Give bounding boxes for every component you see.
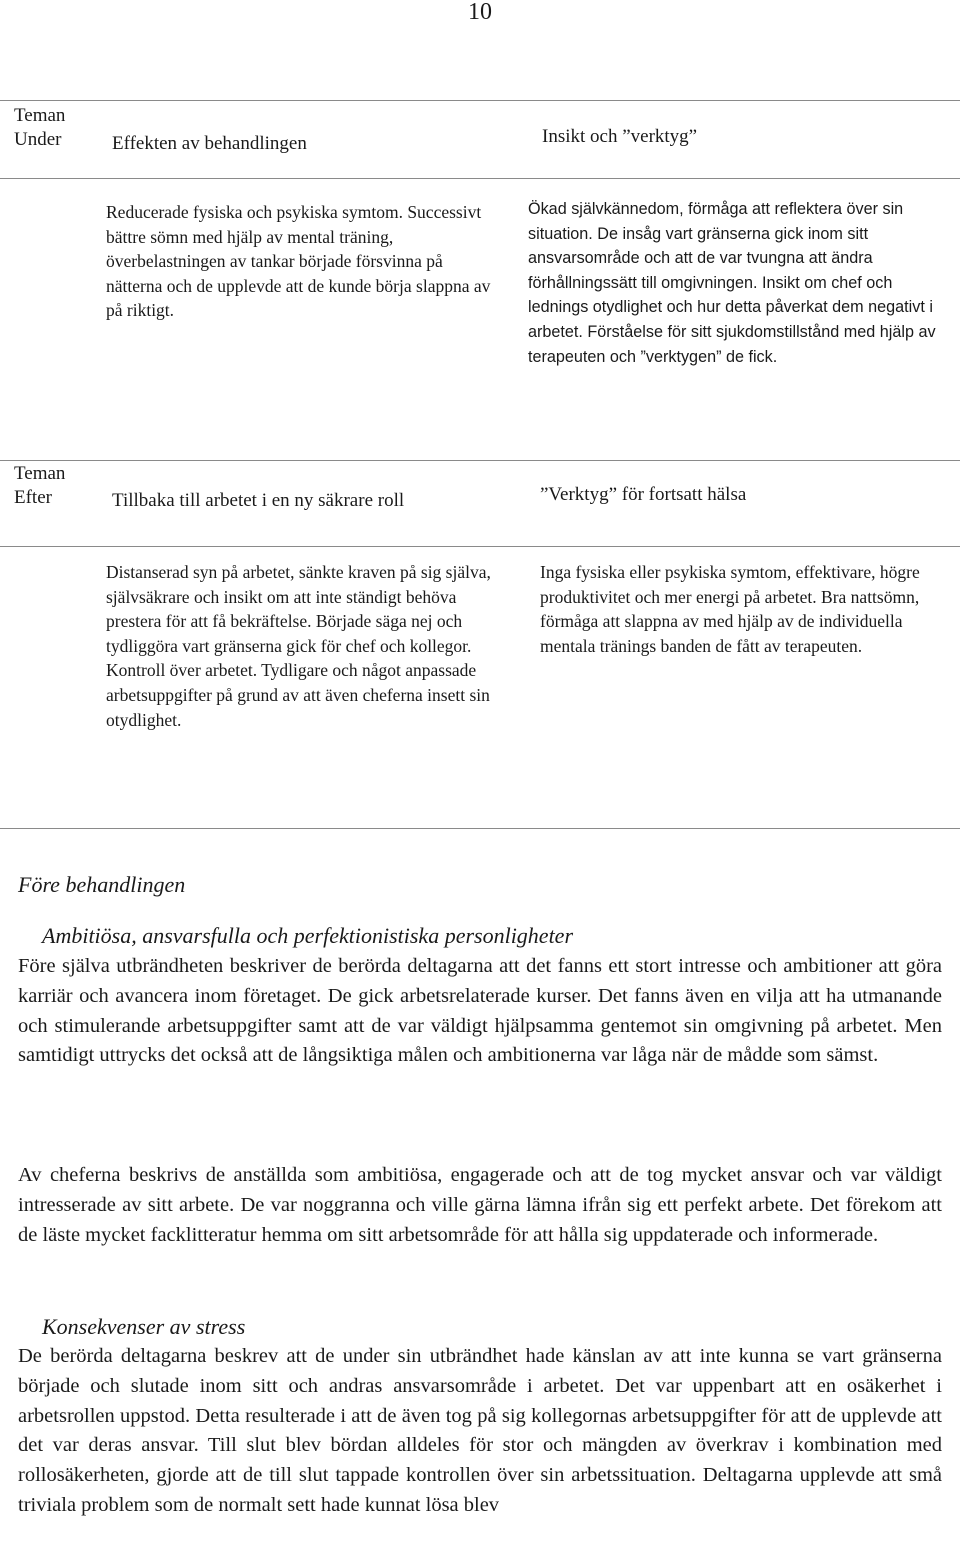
- table-bottom-rule: [0, 828, 960, 829]
- section2-header-rule: [0, 546, 960, 547]
- section2-col1-header: Tillbaka till arbetet i en ny säkrare roll: [112, 490, 405, 511]
- section1-col2-text: Ökad självkännedom, förmåga att reflektera över sin situation. De insåg vart gränserna gick inom sitt ansvarsområde och att de var tvungna att ändra förhållningssätt till omgivningen. Insikt om chef och lednings otydlighet och hur detta påverkat dem negativt i arbetet. Förståelse för sitt sjukdomstillstånd med hjälp av terapeuten och ”verktygen” de fick.: [528, 200, 936, 366]
- subheading-stress: Konsekvenser av stress: [42, 1314, 246, 1339]
- paragraph-3-text: De berörda deltagarna beskrev att de under sin utbrändhet hade känslan av att inte kunna se vart gränserna började och slutade inom sitt och andras ansvarsområde i arbetet. Det var uppenbart att en osäkerhet i arbetsrollen uppstod. Detta resulterade i att de även tog på sig kollegornas arbetsuppgifter för att de upplevde att det var deras ansvar. Till slut blev bördan alldeles för stor och mängden av överkrav i kombination med rollosäkerheten, gjorde att de till slut tappade kontrollen över sin arbetssituation. Deltagarna upplevde att små triviala problem som de normalt sett hade kunnat lösa blev: [18, 1345, 942, 1516]
- section1-col1-text: Reducerade fysiska och psykiska symtom. Successivt bättre sömn med hjälp av mental träning, överbelastningen av tankar började försvinna på nätterna och de upplevde att de kunde börja slappna av på riktigt.: [106, 202, 491, 321]
- section1-header-rule: [0, 178, 960, 179]
- paragraph-3: [18, 1342, 942, 1550]
- theme-label-line2: Efter: [14, 487, 52, 508]
- table-top-rule: [0, 100, 960, 101]
- paragraph-2: [18, 1161, 942, 1250]
- section2-col2-header: ”Verktyg” för fortsatt hälsa: [540, 484, 747, 505]
- paragraph-1: [18, 952, 942, 1071]
- section2-col2-text: Inga fysiska eller psykiska symtom, effektivare, högre produktivitet och mer energi på arbetet. Bra nattsömn, förmåga att slappna av med hjälp av de individuella mentala tränings banden de fått av terapeuten.: [540, 562, 920, 656]
- section1-col2-header: Insikt och ”verktyg”: [542, 126, 698, 147]
- section1-theme-label: [14, 104, 104, 152]
- subheading-ambitions: Ambitiösa, ansvarsfulla och perfektionistiska personligheter: [42, 923, 574, 948]
- section-heading: Före behandlingen: [18, 872, 186, 897]
- page-number: 10: [468, 0, 492, 25]
- paragraph-1-text: Före själva utbrändheten beskriver de berörda deltagarna att det fanns ett stort intresse och ambitioner att göra karriär och avancera inom företaget. De gick arbetsrelaterade kurser. Det fanns även en vilja att ha utmanande och stimulerande arbetsuppgifter samt att de var väldigt hjälpsamma gentemot sin omgivning på arbetet. Men samtidigt uttrycks det också att de långsiktiga målen och ambitionerna var låga när de mådde som sämst.: [18, 955, 942, 1067]
- theme-label-line1: Teman: [14, 105, 66, 126]
- section2-top-rule: [0, 460, 960, 461]
- theme-label-line2: Under: [14, 129, 62, 150]
- section1-col1-header: Effekten av behandlingen: [112, 133, 307, 154]
- theme-label-line1: Teman: [14, 463, 66, 484]
- paragraph-2-text: Av cheferna beskrivs de anställda som ambitiösa, engagerade och att de tog mycket ansvar och var väldigt intresserade av sitt arbete. De var noggranna och ville gärna lämna ifrån sig ett perfekt arbete. Det förekom att de läste mycket facklitteratur hemma om sitt arbetsområde för att hålla sig uppdaterade och informerade.: [18, 1164, 942, 1246]
- section2-theme-label: [14, 462, 104, 510]
- section2-col1-text: Distanserad syn på arbetet, sänkte kraven på sig själva, självsäkrare och insikt om att inte ständigt behöva prestera för att få bekräftelse. Började säga nej och tydliggöra vart gränserna gick för chef och kollegor. Kontroll över arbetet. Tydligare och något anpassade arbetsuppgifter på grund av att även cheferna insett sin otydlighet.: [106, 562, 491, 730]
